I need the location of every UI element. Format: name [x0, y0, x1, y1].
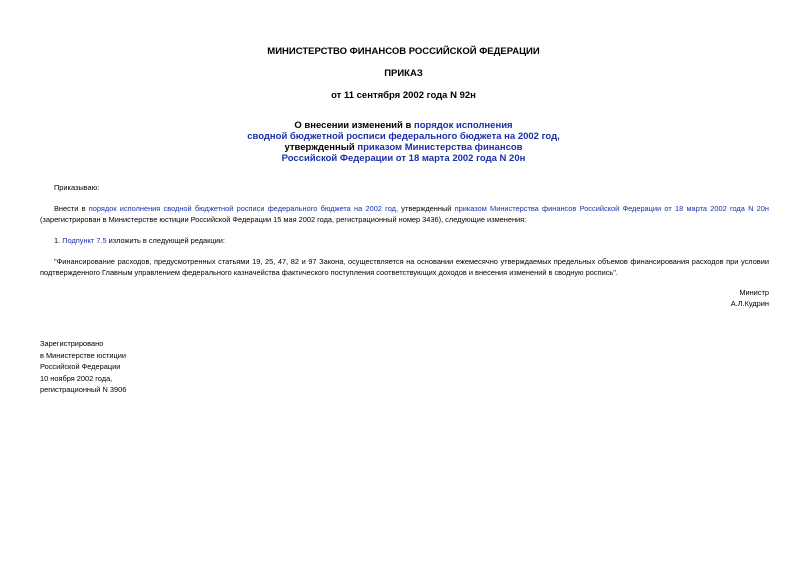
- order-word: Приказываю:: [54, 183, 100, 192]
- item-1-text: изложить в следующей редакции:: [106, 236, 225, 245]
- item-link-subpoint[interactable]: Подпункт 7.5: [62, 236, 107, 245]
- title-line-1-text: О внесении изменений в: [294, 120, 414, 131]
- doc-type-heading: ПРИКАЗ: [384, 68, 423, 79]
- title-link-procedure[interactable]: порядок исполнения: [413, 120, 513, 131]
- registration-block: [40, 338, 126, 396]
- item-1: [54, 235, 225, 246]
- signature-position: Министр: [739, 288, 769, 297]
- intro-link-procedure[interactable]: порядок исполнения сводной бюджетной росписи федерального бюджета на 2002 год,: [88, 204, 399, 213]
- title-link-order-date[interactable]: Российской Федерации от 18 марта 2002 года N 20н: [281, 153, 526, 164]
- title-link-order[interactable]: приказом Министерства финансов: [357, 142, 523, 153]
- date-number-heading: от 11 сентября 2002 года N 92н: [331, 90, 476, 101]
- intro-suffix: (зарегистрирован в Министерстве юстиции Российской Федерации 15 мая 2002 года, регистрационный номер 3436), следующие изменения:: [40, 215, 527, 224]
- registration-line-5: регистрационный N 3906: [40, 385, 127, 394]
- title-line-4: [0, 153, 807, 165]
- intro-prefix: Внести в: [54, 204, 89, 213]
- registration-line-1: Зарегистрировано: [40, 339, 104, 348]
- intro-link-order[interactable]: приказом Министерства финансов Российской Федерации от 18 марта 2002 года N 20н: [454, 204, 769, 213]
- title-line-3-text: утвержденный: [284, 142, 358, 153]
- registration-line-2: в Министерстве юстиции: [40, 350, 127, 360]
- signature-name: А.Л.Кудрин: [730, 299, 769, 308]
- registration-line-3: Российской Федерации: [40, 362, 121, 371]
- quote-paragraph: "Финансирование расходов, предусмотренных статьями 19, 25, 47, 82 и 97 Закона, осуществляется на основании ежемесячно утверждаемых предельных объемов финансирования расходов при условии подтвержденного Главным управлением федерального казначейства фактического поступления соответствующих доходов и внесения изменений в сводную роспись".: [40, 257, 769, 277]
- item-1-number: 1.: [54, 236, 63, 245]
- ministry-heading: МИНИСТЕРСТВО ФИНАНСОВ РОССИЙСКОЙ ФЕДЕРАЦИИ: [267, 46, 540, 57]
- intro-middle: утвержденный: [398, 204, 455, 213]
- title-link-budget[interactable]: сводной бюджетной росписи федерального бюджета на 2002 год,: [247, 131, 560, 142]
- registration-line-4: 10 ноября 2002 года,: [40, 373, 113, 383]
- intro-paragraph: [40, 203, 769, 225]
